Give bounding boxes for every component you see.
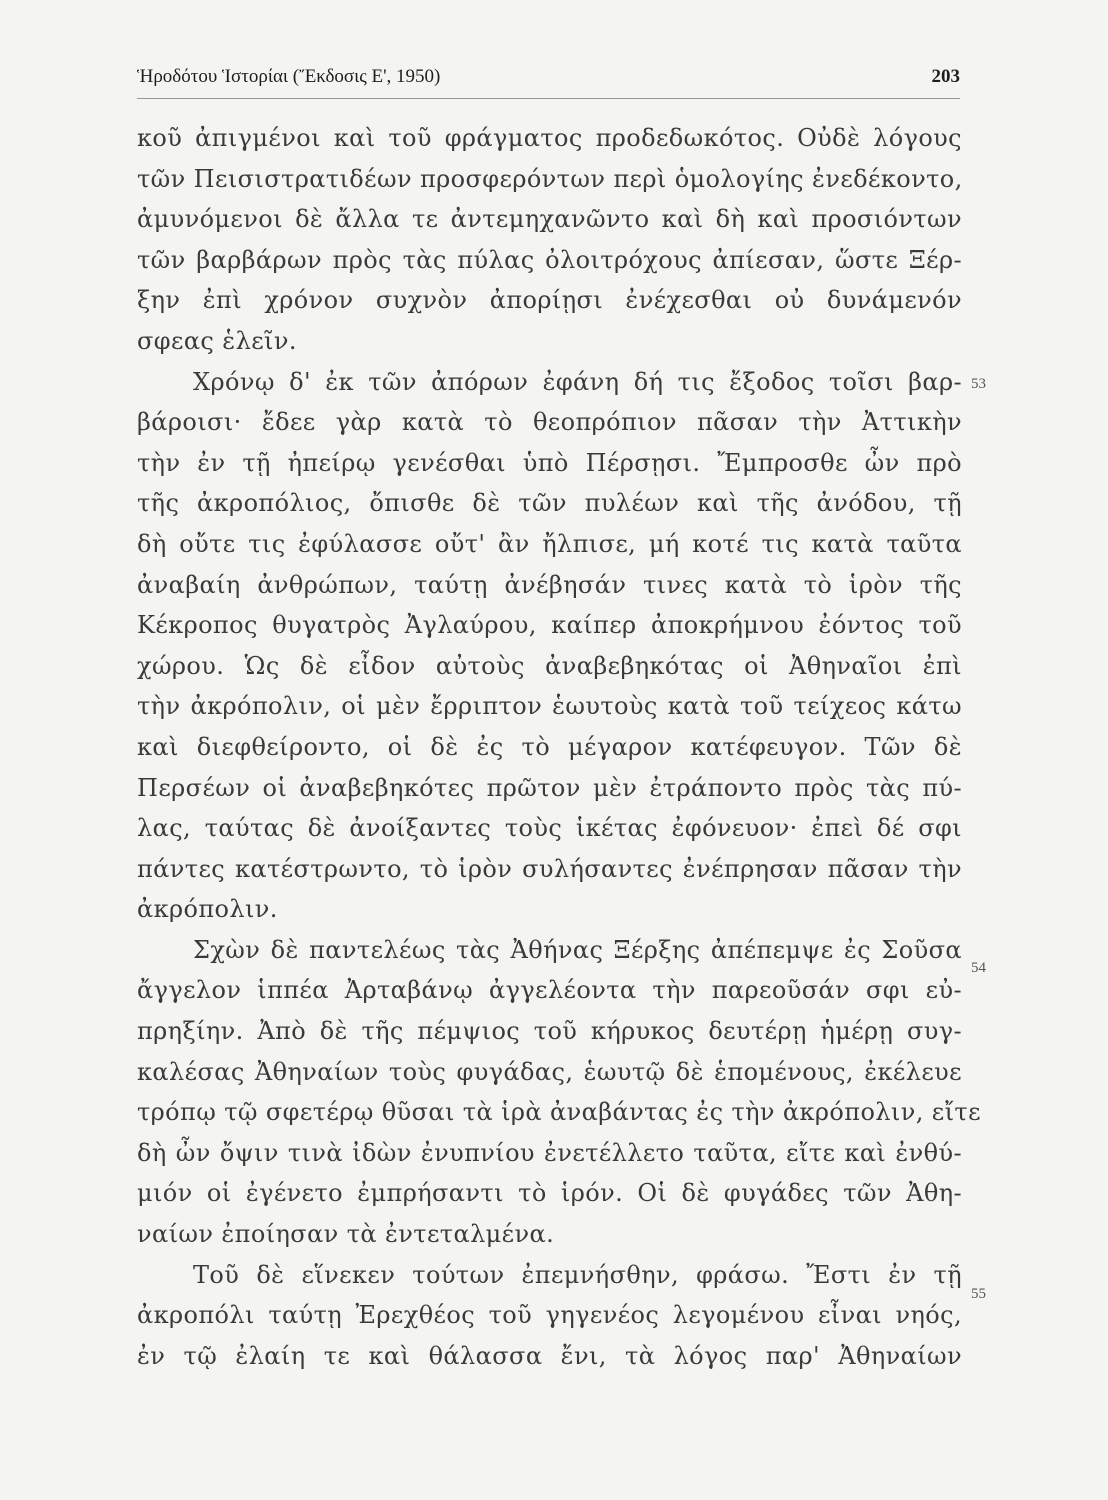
text-line: λας, ταύτας δὲ ἀνοίξαντες τοὺς ἱκέτας ἐφόνευον· ἐπεὶ δέ σφι [137,814,962,843]
text-line: τρόπῳ τῷ σφετέρῳ θῦσαι τὰ ἱρὰ ἀναβάντας ἐς τὴν ἀκρόπολιν, εἴτε [137,1098,981,1127]
text-line: ξην ἐπὶ χρόνον συχνὸν ἀπορίῃσι ἐνέχεσθαι οὐ δυνάμενόν [137,286,962,315]
text-line: σφεας ἑλεῖν. [137,326,297,355]
margin-number-54: 54 [971,960,986,976]
text-line: ἀναβαίη ἀνθρώπων, ταύτῃ ἀνέβησάν τινες κατὰ τὸ ἱρὸν τῆς [137,570,962,599]
running-header [137,66,960,99]
text-line: ἐν τῷ ἐλαίη τε καὶ θάλασσα ἔνι, τὰ λόγος παρ' Ἀθηναίων [137,1341,962,1370]
header-title: Ἡροδότου Ἱστορίαι (Ἔκδοσις Ε', 1950) [137,66,441,87]
text-line: πάντες κατέστρωντο, τὸ ἱρὸν συλήσαντες ἐνέπρησαν πᾶσαν τὴν [137,854,962,883]
text-line: τὴν ἐν τῇ ἠπείρῳ γενέσθαι ὑπὸ Πέρσῃσι. Ἔμπροσθε ὦν πρὸ [137,448,962,477]
text-line: καλέσας Ἀθηναίων τοὺς φυγάδας, ἑωυτῷ δὲ ἑπομένους, ἐκέλευε [137,1057,962,1086]
text-line: χώρου. Ὡς δὲ εἶδον αὐτοὺς ἀναβεβηκότας οἱ Ἀθηναῖοι ἐπὶ [137,651,962,680]
text-line: ἀμυνόμενοι δὲ ἄλλα τε ἀντεμηχανῶντο καὶ δὴ καὶ προσιόντων [137,205,962,234]
text-line: ἀκροπόλι ταύτῃ Ἐρεχθέος τοῦ γηγενέος λεγομένου εἶναι νηός, [137,1301,962,1330]
paragraph-first-line: Τοῦ δὲ εἵνεκεν τούτων ἐπεμνήσθην, φράσω. Ἔστι ἐν τῇ [193,1260,962,1289]
text-line: τῶν βαρβάρων πρὸς τὰς πύλας ὀλοιτρόχους ἀπίεσαν, ὥστε Ξέρ- [137,245,962,274]
text-line: ἄγγελον ἱππέα Ἀρταβάνῳ ἀγγελέοντα τὴν παρεοῦσάν σφι εὐ- [137,976,962,1005]
margin-number-55: 55 [971,1286,986,1302]
text-line: τῶν Πεισιστρατιδέων προσφερόντων περὶ ὁμολογίης ἐνεδέκοντο, [137,164,963,193]
text-line: δὴ ὦν ὄψιν τινὰ ἰδὼν ἐνυπνίου ἐνετέλλετο ταῦτα, εἴτε καὶ ἐνθύ- [137,1138,962,1167]
text-line: Κέκροπος θυγατρὸς Ἀγλαύρου, καίπερ ἀποκρήμνου ἐόντος τοῦ [137,611,962,640]
text-line: ναίων ἐποίησαν τὰ ἐντεταλμένα. [137,1220,555,1249]
text-line: πρηξίην. Ἀπὸ δὲ τῆς πέμψιος τοῦ κήρυκος δευτέρῃ ἡμέρῃ συγ- [137,1017,962,1046]
text-line: μιόν οἱ ἐγένετο ἐμπρήσαντι τὸ ἱρόν. Οἱ δὲ φυγάδες τῶν Ἀθη- [137,1179,962,1208]
text-line: ἀκρόπολιν. [137,895,278,924]
page-number: 203 [931,66,960,87]
text-line: βάροισι· ἔδεε γὰρ κατὰ τὸ θεοπρόπιον πᾶσαν τὴν Ἀττικὴν [137,408,962,437]
text-line: καὶ διεφθείροντο, οἱ δὲ ἐς τὸ μέγαρον κατέφευγον. Τῶν δὲ [137,732,962,761]
paragraph-first-line: Χρόνῳ δ' ἐκ τῶν ἀπόρων ἐφάνη δή τις ἔξοδος τοῖσι βαρ- [193,367,962,396]
text-line: κοῦ ἀπιγμένοι καὶ τοῦ φράγματος προδεδωκότος. Οὐδὲ λόγους [137,124,962,152]
text-line: τὴν ἀκρόπολιν, οἱ μὲν ἔρριπτον ἑωυτοὺς κατὰ τοῦ τείχεος κάτω [137,692,962,721]
text-line: δὴ οὔτε τις ἐφύλασσε οὔτ' ἂν ἤλπισε, μή κοτέ τις κατὰ ταῦτα [137,529,962,558]
text-line: Περσέων οἱ ἀναβεβηκότες πρῶτον μὲν ἐτράποντο πρὸς τὰς πύ- [137,773,962,802]
paragraph-first-line: Σχὼν δὲ παντελέως τὰς Ἀθήνας Ξέρξης ἀπέπεμψε ἐς Σοῦσα [193,935,962,964]
margin-number-53: 53 [971,376,986,392]
text-line: τῆς ἀκροπόλιος, ὄπισθε δὲ τῶν πυλέων καὶ τῆς ἀνόδου, τῇ [137,489,962,518]
